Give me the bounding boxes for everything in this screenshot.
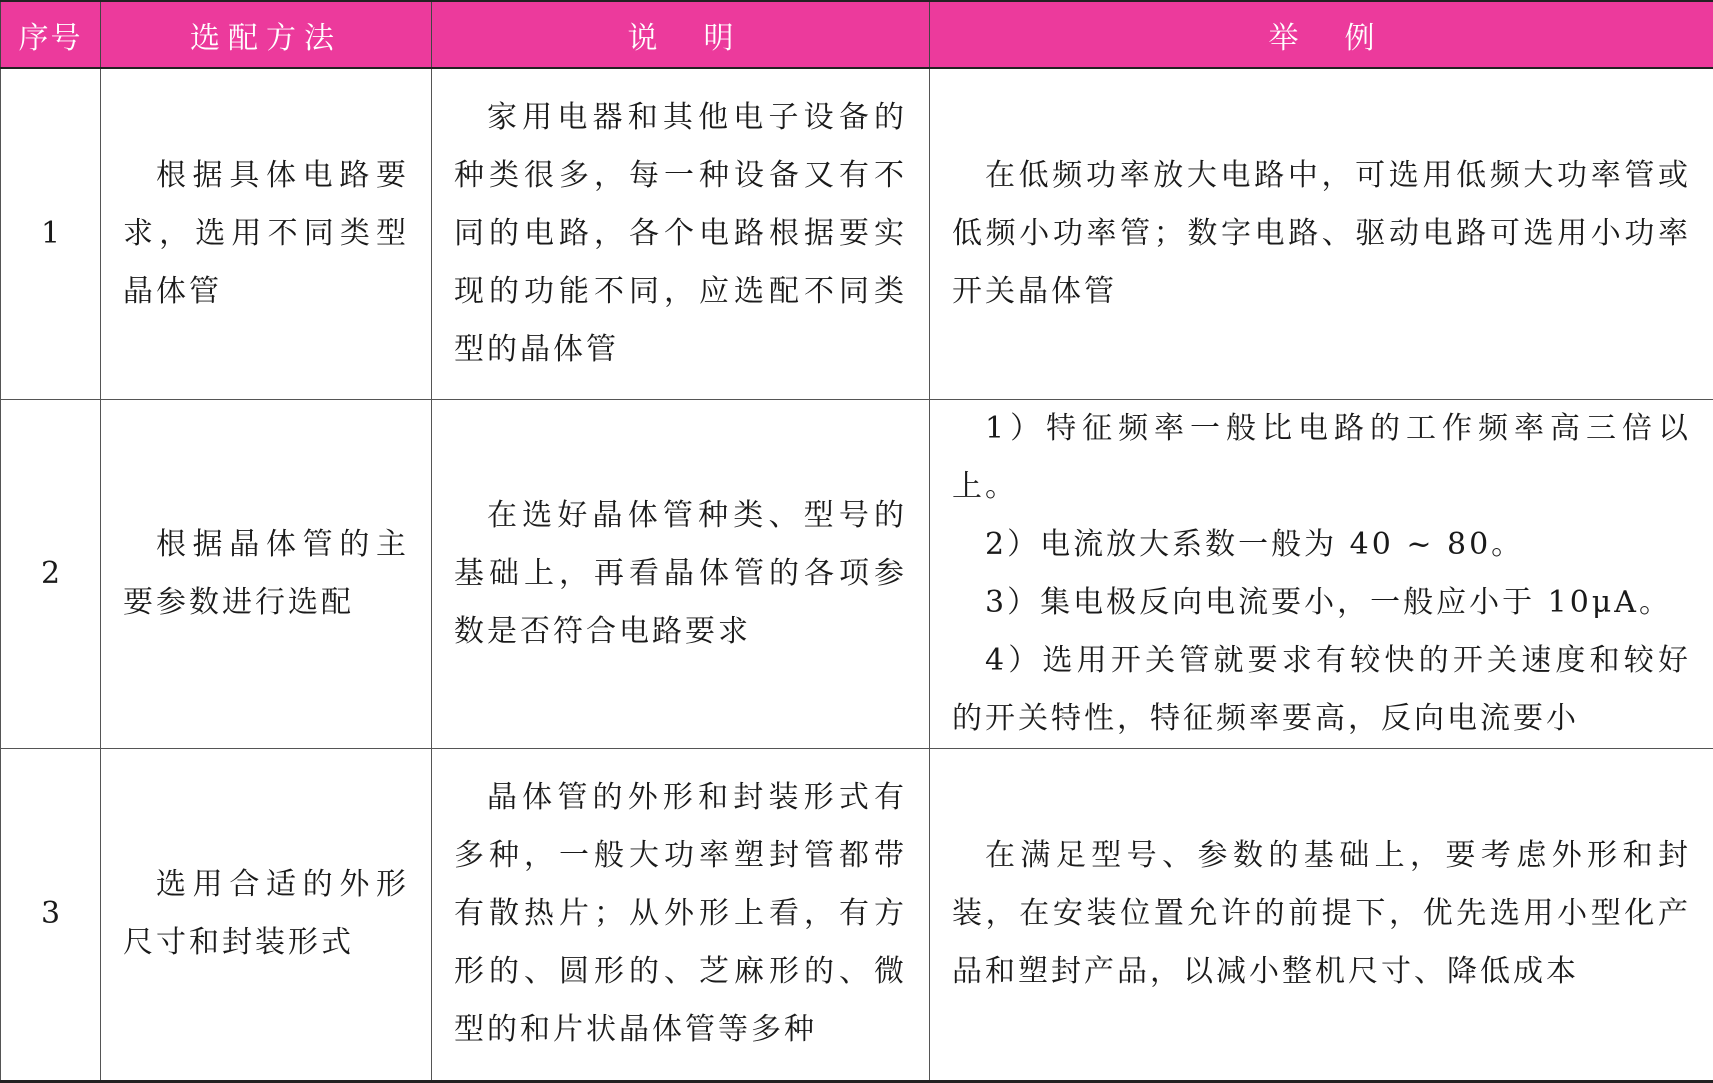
row-description	[432, 68, 930, 399]
header-example: 举例	[930, 1, 1713, 68]
method-text: 根据具体电路要求，选用不同类型晶体管	[123, 147, 409, 321]
row-method	[101, 68, 432, 399]
header-description: 说明	[432, 1, 930, 68]
example-item: 2）电流放大系数一般为 40 ~ 80。	[952, 516, 1691, 574]
header-row	[1, 1, 1713, 68]
row-method	[101, 399, 432, 748]
table-row	[1, 399, 1713, 748]
row-example	[930, 748, 1713, 1081]
table-row	[1, 68, 1713, 399]
example-item: 3）集电极反向电流要小，一般应小于 10μA。	[952, 574, 1691, 632]
table-header	[1, 1, 1713, 68]
table-row	[1, 748, 1713, 1081]
header-method: 选配方法	[101, 1, 432, 68]
example-text: 在满足型号、参数的基础上，要考虑外形和封装，在安装位置允许的前提下，优先选用小型化产品和塑封产品，以减小整机尺寸、降低成本	[952, 827, 1691, 1001]
method-text: 根据晶体管的主要参数进行选配	[123, 516, 409, 632]
header-index: 序号	[1, 1, 101, 68]
description-text: 晶体管的外形和封装形式有多种，一般大功率塑封管都带有散热片；从外形上看，有方形的、圆形的、芝麻形的、微型的和片状晶体管等多种	[454, 769, 907, 1059]
row-example	[930, 68, 1713, 399]
row-index: 1	[1, 68, 101, 399]
row-description	[432, 748, 930, 1081]
description-text: 在选好晶体管种类、型号的基础上，再看晶体管的各项参数是否符合电路要求	[454, 487, 907, 661]
method-text: 选用合适的外形尺寸和封装形式	[123, 856, 409, 972]
example-item: 4）选用开关管就要求有较快的开关速度和较好的开关特性，特征频率要高，反向电流要小	[952, 632, 1691, 748]
row-description	[432, 399, 930, 748]
row-index: 2	[1, 399, 101, 748]
row-example	[930, 399, 1713, 748]
description-text: 家用电器和其他电子设备的种类很多，每一种设备又有不同的电路，各个电路根据要实现的功能不同，应选配不同类型的晶体管	[454, 89, 907, 379]
example-text: 在低频功率放大电路中，可选用低频大功率管或低频小功率管；数字电路、驱动电路可选用小功率开关晶体管	[952, 147, 1691, 321]
row-method	[101, 748, 432, 1081]
example-item: 1）特征频率一般比电路的工作频率高三倍以上。	[952, 400, 1691, 516]
row-index: 3	[1, 748, 101, 1081]
table-body	[1, 68, 1713, 1081]
